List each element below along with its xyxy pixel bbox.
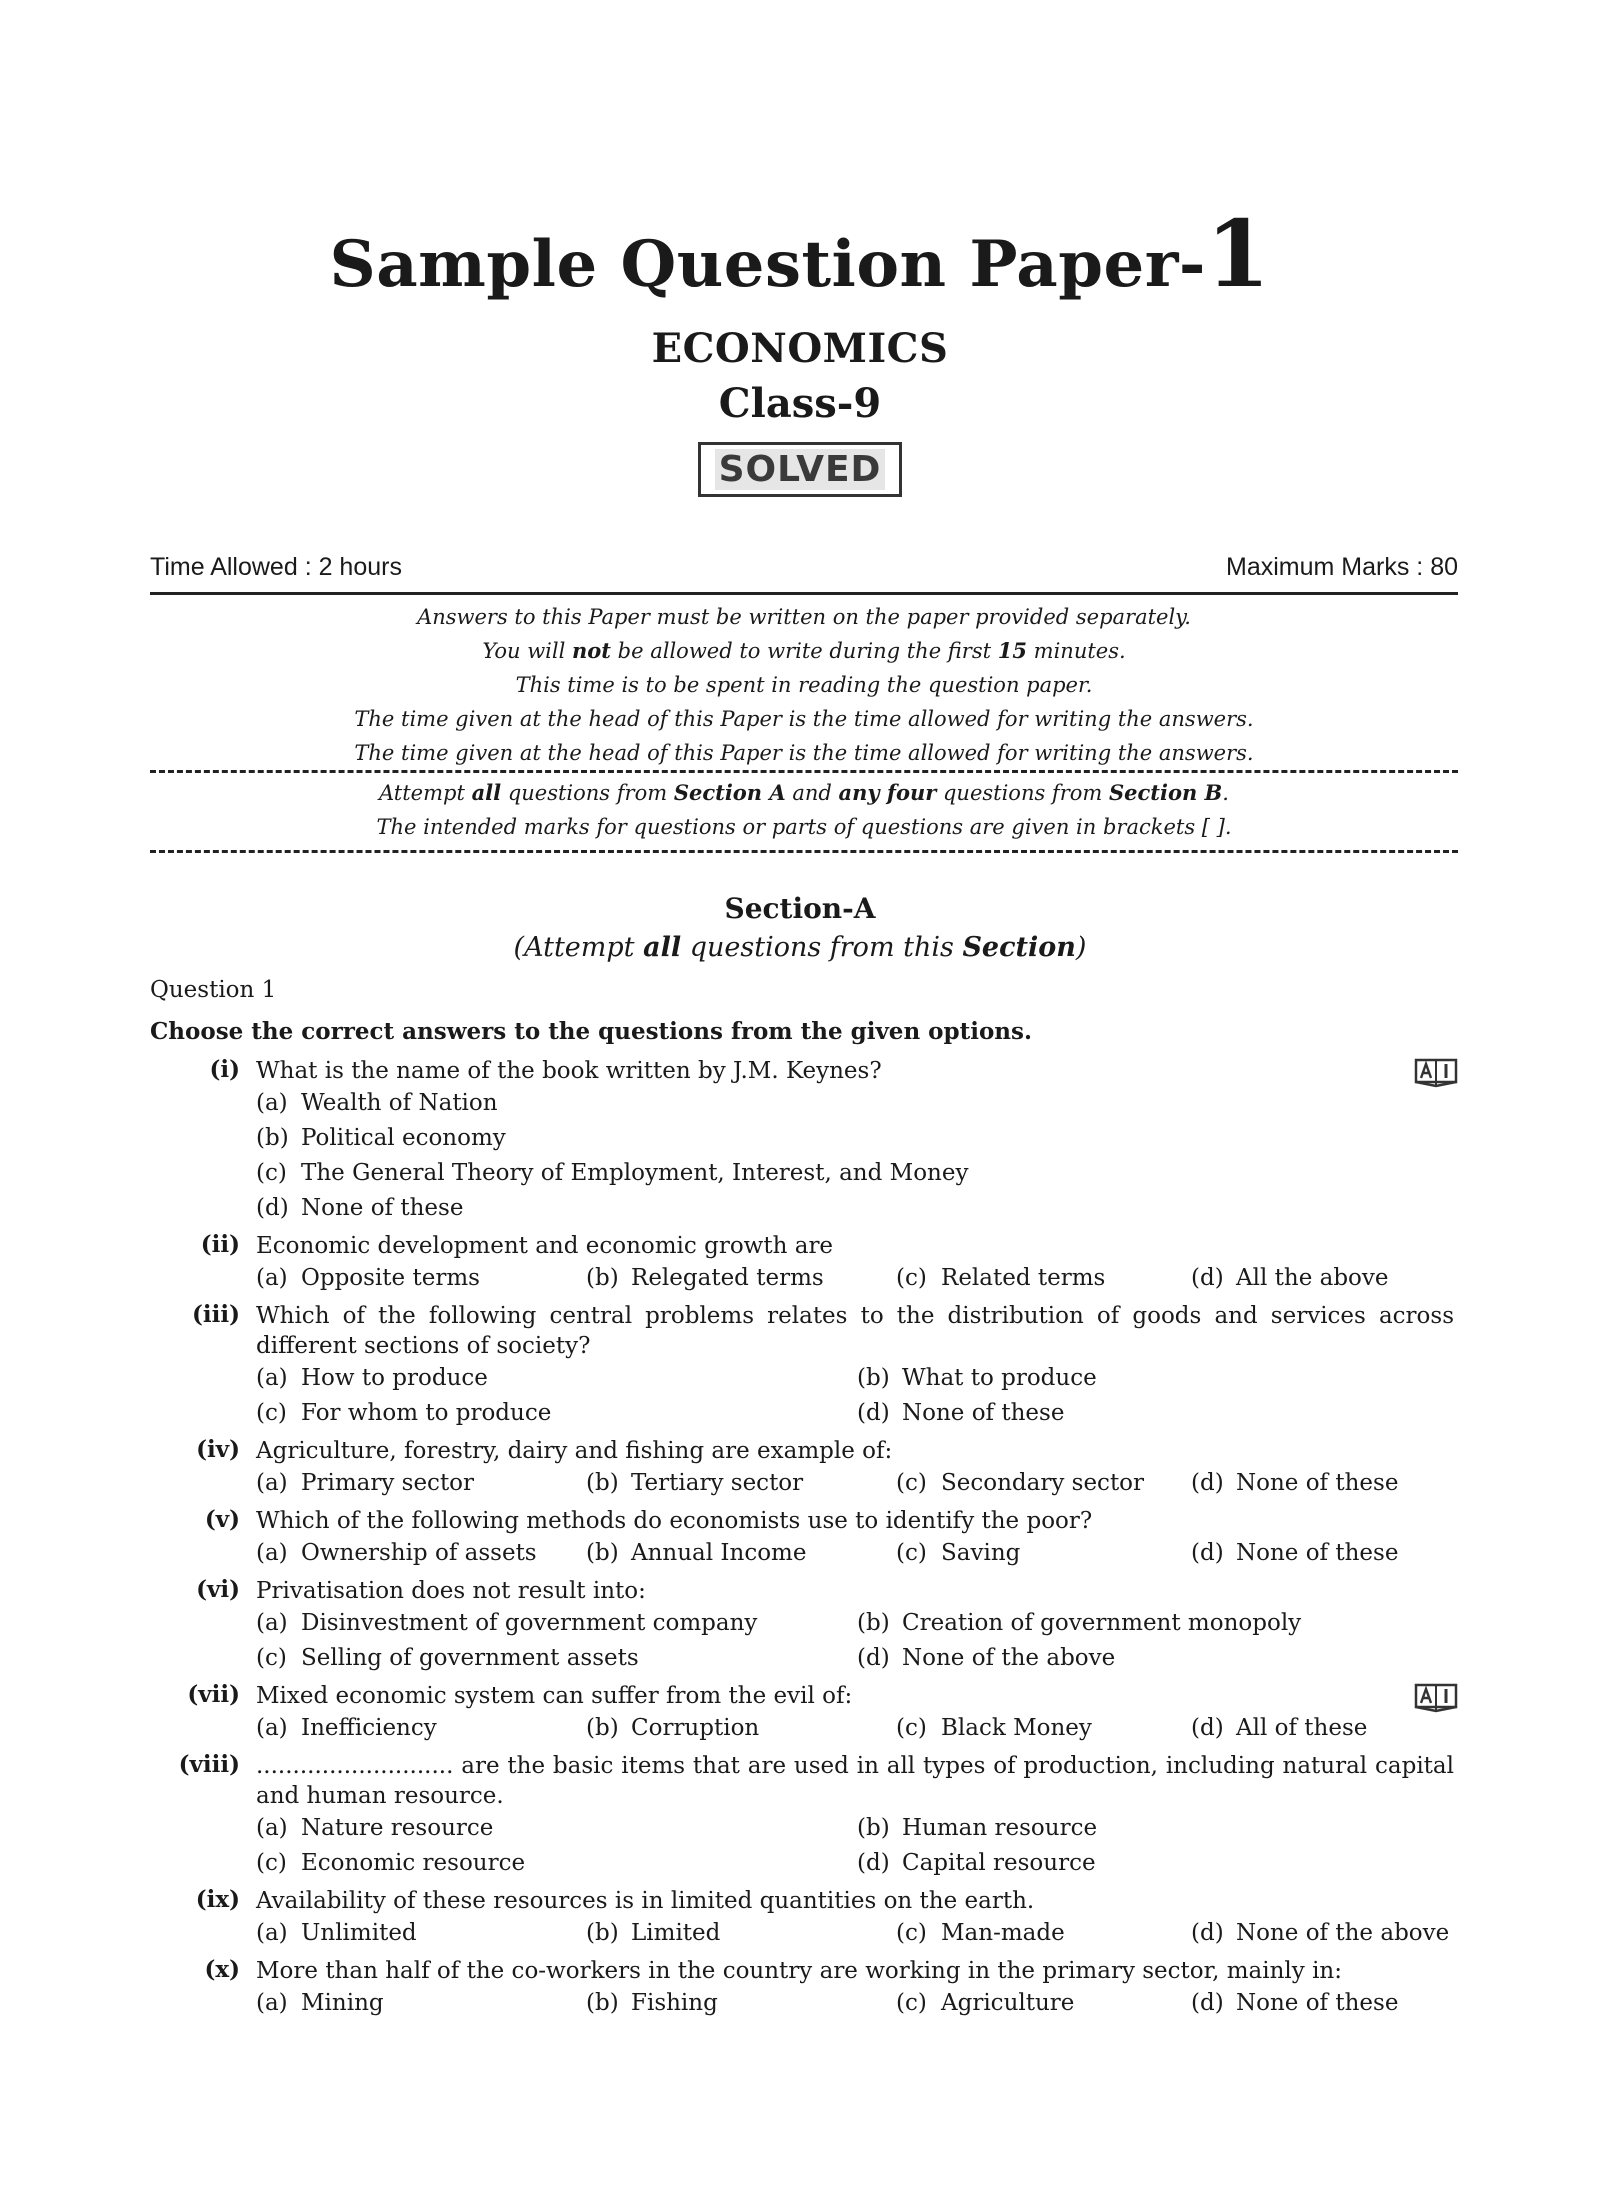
option-label: (b) — [586, 1470, 619, 1496]
option-text: None of these — [1236, 1470, 1399, 1496]
option-label: (a) — [256, 1470, 288, 1496]
instruction-line: You will not be allowed to write during the first 15 minutes. — [482, 638, 1126, 663]
item-question-text: ........................... are the basic items that are used in all types of production, including natural capital and human resource. — [256, 1753, 1454, 1809]
option-text: Relegated terms — [631, 1265, 824, 1291]
option-text: Saving — [941, 1540, 1021, 1566]
section-title: Section-A — [724, 892, 876, 925]
answer-option — [256, 1711, 586, 1746]
item-number: (ii) — [200, 1231, 240, 1258]
option-text: Secondary sector — [941, 1470, 1145, 1496]
general-instructions — [150, 600, 1458, 770]
option-text: Creation of government monopoly — [902, 1610, 1302, 1636]
answer-option — [256, 1396, 857, 1431]
question-item — [150, 1506, 1458, 1571]
section-instructions — [150, 776, 1458, 844]
time-allowed: Time Allowed : 2 hours — [150, 553, 402, 581]
answer-option — [586, 1916, 896, 1951]
option-text: How to produce — [301, 1365, 488, 1391]
option-label: (a) — [256, 1365, 288, 1391]
section-subtitle: (Attempt all questions from this Section) — [513, 932, 1087, 963]
item-question-text: Which of the following central problems relates to the distribution of goods and services across different sections of society? — [256, 1303, 1454, 1359]
answer-option — [586, 1986, 896, 2021]
option-list — [256, 1606, 1458, 1676]
option-text: Limited — [631, 1920, 721, 1946]
question-item — [150, 1576, 1458, 1676]
option-text: Fishing — [631, 1990, 718, 2016]
option-label: (a) — [256, 1265, 288, 1291]
answer-option — [896, 1261, 1191, 1296]
option-label: (b) — [586, 1540, 619, 1566]
option-list — [256, 1811, 1458, 1881]
option-label: (b) — [857, 1815, 890, 1841]
subject-heading: ECONOMICS — [651, 325, 949, 372]
paper-title-text: Sample Question Paper- — [329, 227, 1206, 302]
paper-number: 1 — [1205, 200, 1271, 308]
option-label: (d) — [256, 1195, 289, 1221]
answer-option — [586, 1536, 896, 1571]
item-question-text: Availability of these resources is in limited quantities on the earth. — [256, 1888, 1035, 1914]
option-label: (a) — [256, 1815, 288, 1841]
item-number: (v) — [204, 1506, 240, 1533]
answer-option — [256, 1261, 586, 1296]
option-text: Capital resource — [902, 1850, 1096, 1876]
option-text: Disinvestment of government company — [301, 1610, 758, 1636]
answer-option — [256, 1811, 857, 1846]
option-list — [256, 1361, 1458, 1431]
answer-option — [857, 1811, 1458, 1846]
answer-option — [256, 1641, 857, 1676]
option-list — [256, 1711, 1458, 1746]
option-label: (a) — [256, 1990, 288, 2016]
question-item — [150, 1886, 1458, 1951]
answer-option — [857, 1846, 1458, 1881]
answer-option — [586, 1466, 896, 1501]
option-label: (c) — [896, 1920, 927, 1946]
option-label: (c) — [256, 1850, 287, 1876]
option-label: (c) — [256, 1160, 287, 1186]
question-item — [150, 1956, 1458, 2021]
item-question-text: Agriculture, forestry, dairy and fishing are example of: — [256, 1438, 893, 1464]
instruction-line: Attempt all questions from Section A and any four questions from Section B. — [379, 780, 1229, 805]
answer-option — [256, 1156, 1458, 1191]
option-text: The General Theory of Employment, Interest, and Money — [301, 1160, 969, 1186]
option-label: (a) — [256, 1715, 288, 1741]
ai-book-icon — [1414, 1683, 1458, 1713]
question-item — [150, 1301, 1458, 1431]
option-label: (a) — [256, 1540, 288, 1566]
answer-option — [1191, 1466, 1451, 1501]
item-number: (iv) — [196, 1436, 240, 1463]
option-text: What to produce — [902, 1365, 1097, 1391]
question-instruction: Choose the correct answers to the questions from the given options. — [150, 1018, 1032, 1045]
answer-option — [256, 1086, 1458, 1121]
option-list — [256, 1086, 1458, 1226]
option-list — [256, 1536, 1458, 1571]
answer-option — [1191, 1261, 1451, 1296]
option-label: (c) — [896, 1990, 927, 2016]
answer-option — [896, 1536, 1191, 1571]
option-list — [256, 1261, 1458, 1296]
option-label: (d) — [1191, 1920, 1224, 1946]
option-label: (d) — [1191, 1265, 1224, 1291]
option-text: None of these — [902, 1400, 1065, 1426]
option-text: Man-made — [941, 1920, 1065, 1946]
item-question-text: Which of the following methods do economists use to identify the poor? — [256, 1508, 1093, 1534]
option-label: (a) — [256, 1610, 288, 1636]
option-label: (a) — [256, 1920, 288, 1946]
option-label: (d) — [857, 1850, 890, 1876]
option-label: (b) — [256, 1125, 289, 1151]
option-text: Unlimited — [301, 1920, 417, 1946]
class-heading: Class-9 — [718, 380, 882, 427]
maximum-marks: Maximum Marks : 80 — [1226, 553, 1458, 581]
answer-option — [586, 1261, 896, 1296]
option-label: (c) — [896, 1540, 927, 1566]
option-list — [256, 1986, 1458, 2021]
option-list — [256, 1916, 1458, 1951]
paper-title — [0, 200, 1600, 308]
answer-option — [256, 1916, 586, 1951]
option-label: (b) — [586, 1265, 619, 1291]
option-text: Related terms — [941, 1265, 1106, 1291]
answer-option — [256, 1191, 1458, 1226]
question-item — [150, 1436, 1458, 1501]
option-text: None of these — [1236, 1540, 1399, 1566]
option-label: (d) — [1191, 1990, 1224, 2016]
instruction-line: The time given at the head of this Paper is the time allowed for writing the answers. — [354, 707, 1254, 731]
dashed-divider — [150, 850, 1458, 853]
option-label: (d) — [1191, 1470, 1224, 1496]
option-label: (d) — [1191, 1715, 1224, 1741]
option-label: (b) — [586, 1715, 619, 1741]
item-question-text: What is the name of the book written by J.M. Keynes? — [256, 1058, 882, 1084]
answer-option — [896, 1711, 1191, 1746]
option-label: (b) — [857, 1610, 890, 1636]
instruction-line: Answers to this Paper must be written on the paper provided separately. — [417, 605, 1191, 629]
answer-option — [256, 1846, 857, 1881]
option-text: All the above — [1236, 1265, 1389, 1291]
question-item — [150, 1056, 1458, 1226]
option-text: Annual Income — [631, 1540, 807, 1566]
item-number: (i) — [209, 1056, 240, 1083]
answer-option — [586, 1711, 896, 1746]
item-question-text: Mixed economic system can suffer from the evil of: — [256, 1683, 853, 1709]
option-text: None of the above — [902, 1645, 1116, 1671]
answer-option — [256, 1466, 586, 1501]
option-text: Agriculture — [941, 1990, 1075, 2016]
option-label: (d) — [1191, 1540, 1224, 1566]
answer-option — [857, 1606, 1458, 1641]
header-divider — [150, 592, 1458, 595]
option-text: Primary sector — [301, 1470, 475, 1496]
option-text: Ownership of assets — [301, 1540, 537, 1566]
option-label: (c) — [256, 1400, 287, 1426]
option-text: All of these — [1236, 1715, 1368, 1741]
answer-option — [256, 1536, 586, 1571]
option-text: Opposite terms — [301, 1265, 480, 1291]
question-item — [150, 1751, 1458, 1881]
option-label: (c) — [896, 1715, 927, 1741]
item-number: (vi) — [196, 1576, 240, 1603]
option-text: None of the above — [1236, 1920, 1450, 1946]
option-text: Political economy — [301, 1125, 506, 1151]
option-text: Nature resource — [301, 1815, 494, 1841]
option-list — [256, 1466, 1458, 1501]
answer-option — [1191, 1711, 1451, 1746]
option-label: (c) — [256, 1645, 287, 1671]
solved-badge — [0, 442, 1600, 497]
ai-book-icon — [1414, 1058, 1458, 1088]
question-item — [150, 1231, 1458, 1296]
item-number: (iii) — [192, 1301, 240, 1328]
option-text: Black Money — [941, 1715, 1092, 1741]
instruction-line: The intended marks for questions or parts of questions are given in brackets [ ]. — [376, 815, 1232, 839]
item-question-text: Economic development and economic growth are — [256, 1233, 834, 1259]
answer-option — [896, 1986, 1191, 2021]
instruction-line: The time given at the head of this Paper is the time allowed for writing the answers. — [354, 741, 1254, 765]
answer-option — [1191, 1986, 1451, 2021]
answer-option — [857, 1396, 1458, 1431]
instruction-line: This time is to be spent in reading the question paper. — [515, 673, 1093, 697]
option-text: Economic resource — [301, 1850, 526, 1876]
option-text: Selling of government assets — [301, 1645, 639, 1671]
question-items — [150, 1056, 1458, 2026]
solved-badge-label: SOLVED — [715, 449, 886, 490]
option-text: Wealth of Nation — [301, 1090, 498, 1116]
item-question-text: Privatisation does not result into: — [256, 1578, 646, 1604]
item-question-text: More than half of the co-workers in the country are working in the primary sector, mainly in: — [256, 1958, 1342, 1984]
option-label: (b) — [857, 1365, 890, 1391]
dashed-divider — [150, 770, 1458, 773]
item-number: (vii) — [187, 1681, 240, 1708]
option-text: Mining — [301, 1990, 384, 2016]
option-text: Corruption — [631, 1715, 760, 1741]
item-number: (ix) — [195, 1886, 240, 1913]
answer-option — [857, 1361, 1458, 1396]
answer-option — [1191, 1916, 1451, 1951]
option-label: (c) — [896, 1470, 927, 1496]
option-text: Inefficiency — [301, 1715, 437, 1741]
option-text: For whom to produce — [301, 1400, 552, 1426]
answer-option — [256, 1606, 857, 1641]
option-label: (a) — [256, 1090, 288, 1116]
question-item — [150, 1681, 1458, 1746]
item-number: (viii) — [178, 1751, 240, 1778]
option-label: (b) — [586, 1990, 619, 2016]
option-text: None of these — [1236, 1990, 1399, 2016]
question-label: Question 1 — [150, 977, 277, 1003]
option-label: (b) — [586, 1920, 619, 1946]
answer-option — [896, 1466, 1191, 1501]
answer-option — [256, 1361, 857, 1396]
option-text: Tertiary sector — [631, 1470, 804, 1496]
answer-option — [256, 1986, 586, 2021]
option-label: (d) — [857, 1645, 890, 1671]
answer-option — [1191, 1536, 1451, 1571]
answer-option — [256, 1121, 1458, 1156]
answer-option — [896, 1916, 1191, 1951]
option-label: (d) — [857, 1400, 890, 1426]
option-text: None of these — [301, 1195, 464, 1221]
item-number: (x) — [204, 1956, 240, 1983]
option-label: (c) — [896, 1265, 927, 1291]
answer-option — [857, 1641, 1458, 1676]
option-text: Human resource — [902, 1815, 1098, 1841]
